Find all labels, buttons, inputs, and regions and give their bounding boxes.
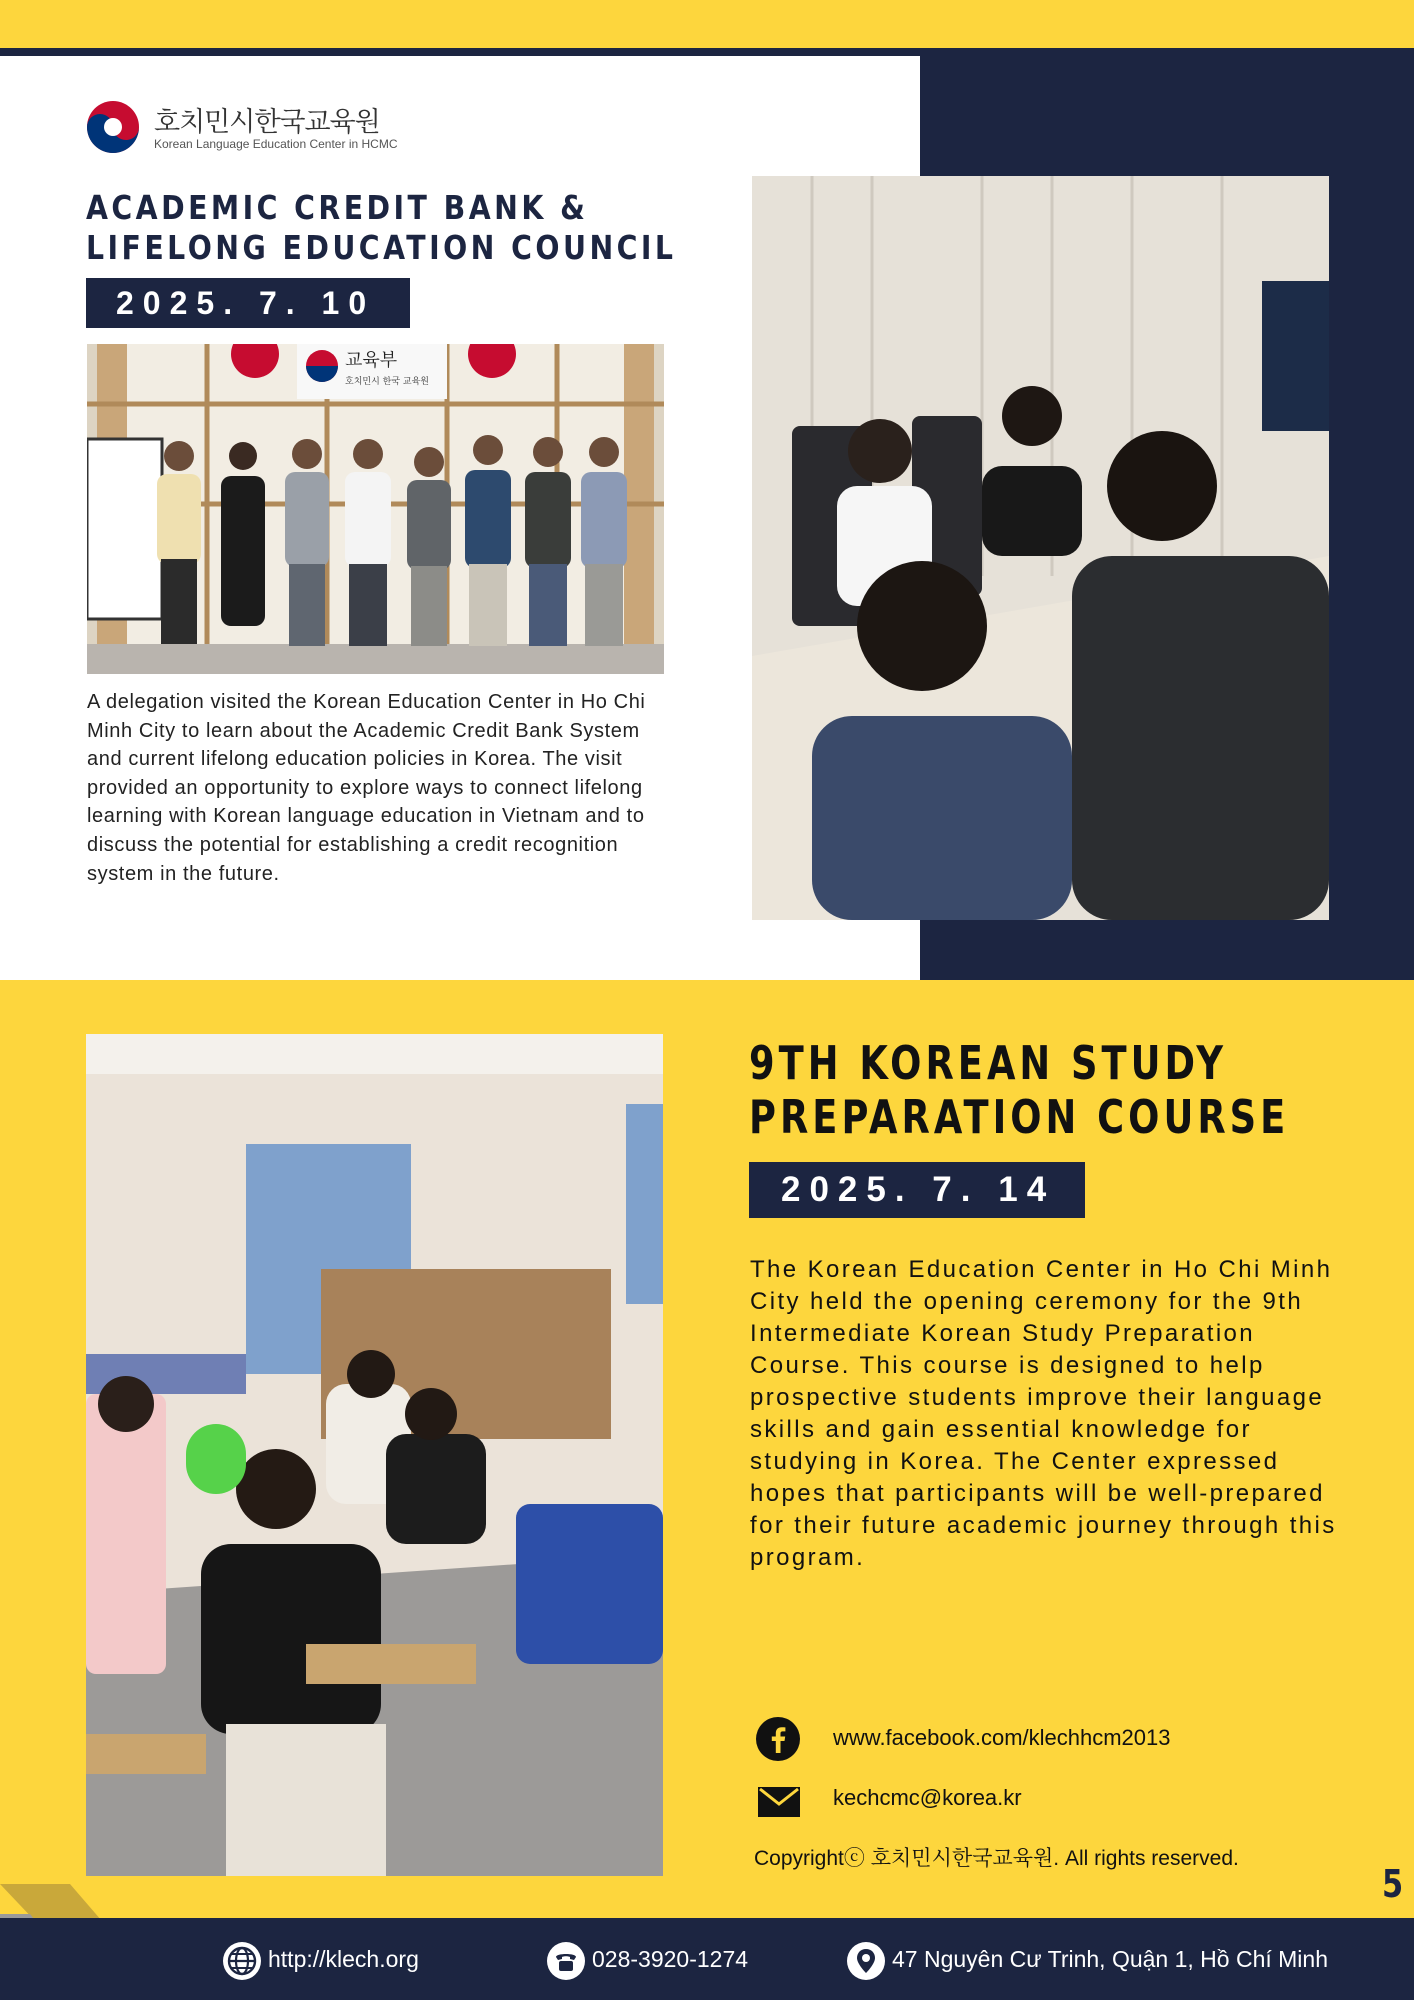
footer-website[interactable] <box>222 1938 419 1980</box>
article1-title-line2: LIFELONG EDUCATION COUNCIL <box>86 228 677 267</box>
article1-body: A delegation visited the Korean Education Center in Ho Chi Minh City to learn about the Academic Credit Bank System and current lifelong education policies in Korea. The visit provided an opportunity to explore ways to connect lifelong learning with Korean language education in Vietnam and to discuss the potential for establishing a credit recognition system in the future. <box>87 691 646 885</box>
footer-address-text: 47 Nguyên Cư Trinh, Quận 1, Hồ Chí Minh <box>892 1946 1329 1972</box>
article1-meeting-photo <box>752 176 1329 920</box>
footer-phone-text[interactable]: 028-3920-1274 <box>592 1946 749 1972</box>
footer-bar <box>0 1918 1414 2000</box>
article2-title <box>749 1036 1290 1144</box>
article1-title <box>86 188 677 268</box>
footer-address[interactable] <box>846 1938 1328 1980</box>
footer-phone[interactable] <box>546 1938 748 1980</box>
article2-title-line2: PREPARATION COURSE <box>749 1090 1290 1144</box>
sign-ministry: 교육부 <box>345 350 398 371</box>
top-yellow-strip <box>0 0 1414 48</box>
article1-title-line1: ACADEMIC CREDIT BANK & <box>86 188 589 227</box>
mail-icon[interactable] <box>758 1787 800 1817</box>
sign-center: 호치민시 한국 교육원 <box>345 377 429 387</box>
article2-date: 2025. 7. 14 <box>749 1162 1085 1218</box>
classroom-photo-scene <box>86 1034 663 1876</box>
page-number: 5 <box>1382 1862 1404 1906</box>
meeting-photo-scene <box>752 176 1329 920</box>
phone-icon <box>546 1941 586 1981</box>
group-photo-scene <box>87 344 664 674</box>
top-navy-bar <box>0 48 1414 56</box>
email-link[interactable]: kechcmc@korea.kr <box>833 1785 1022 1810</box>
center-logo <box>86 98 416 158</box>
logo-english-name: Korean Language Education Center in HCMC <box>154 137 398 151</box>
article2-body: The Korean Education Center in Ho Chi Minh City held the opening ceremony for the 9th Intermediate Korean Study Preparation Course. This course is designed to help prospective students improve their language skills and gain essential knowledge for studying in Korea. The Center expressed hopes that participants will be well-prepared for their future academic journey through this program. <box>750 1256 1337 1571</box>
facebook-link[interactable]: www.facebook.com/klechhcm2013 <box>833 1725 1171 1750</box>
copyright-notice: Copyrightⓒ 호치민시한국교육원. All rights reserved. <box>754 1847 1239 1870</box>
article2-classroom-photo <box>86 1034 663 1876</box>
footer-website-text[interactable]: http://klech.org <box>268 1946 419 1972</box>
globe-icon <box>222 1941 262 1981</box>
article1-group-photo <box>87 344 664 674</box>
facebook-icon[interactable] <box>755 1716 801 1762</box>
logo-korean-name: 호치민시한국교육원 <box>154 107 380 138</box>
taegeuk-emblem-icon <box>86 100 140 154</box>
article1-date: 2025. 7. 10 <box>86 278 410 328</box>
article2-title-line1: 9TH KOREAN STUDY <box>749 1036 1228 1090</box>
location-icon <box>846 1941 886 1981</box>
